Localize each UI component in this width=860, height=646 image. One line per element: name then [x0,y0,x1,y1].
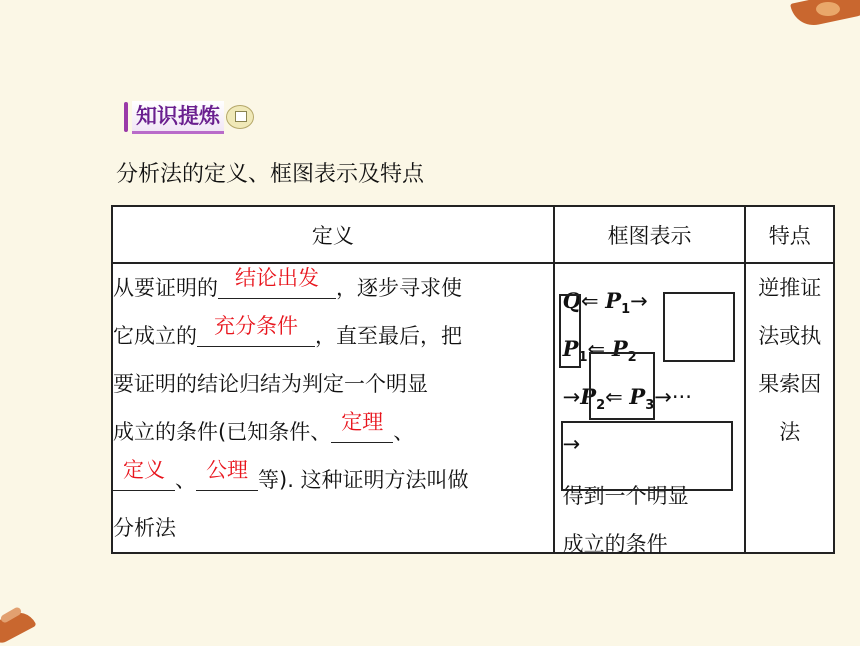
diagram-box-final [561,421,733,491]
definition-text: 等). 这种证明方法叫做 [258,468,469,492]
feature-cell [745,263,834,553]
diagram-line-4: → [562,432,581,456]
feature-text: 法 [779,420,801,444]
diagram-box-q [559,294,581,368]
header-diagram: 框图表示 [554,206,746,263]
tag-bar [124,102,128,132]
definition-text: 、 [175,468,196,492]
feature-text: 逆推证 [758,276,822,300]
section-subtitle: 分析法的定义、框图表示及特点 [116,162,425,187]
diagram-line-2: $P_1⇐$ $P_2$ [562,336,637,366]
header-definition: 定义 [112,206,554,263]
section-tag [124,100,254,134]
table-row [112,263,834,553]
blank-theorem: 定理 [331,408,393,443]
diagram-box-empty [663,292,735,362]
blank-sufficient-condition: 充分条件 [197,312,315,347]
definition-text: 要证明的结论归结为判定一个明显 [113,372,428,396]
diagram-cell [554,263,746,556]
diagram-line-1: Q⇐ $P_1\to$ [562,288,648,318]
feature-text: 果索因 [758,372,822,396]
definition-text: 从要证明的 [113,276,218,300]
blank-conclusion: 结论出发 [218,264,336,299]
diagram-final-line-2: 成立的条件 [562,532,668,556]
definition-text: ，逐步寻求使 [336,276,462,300]
diagram-final-line-1: 得到一个明显 [562,484,689,508]
table-header-row [112,206,834,263]
definition-text: 分析法 [113,516,176,540]
analysis-method-table [111,205,835,554]
book-icon [226,105,254,129]
blank-axiom: 公理 [196,456,258,491]
header-feature: 特点 [745,206,834,263]
definition-text: 、 [393,420,415,444]
diagram-line-3: $\to P_2⇐$ $P_3\to\cdot\cdot\cdot$ [562,384,692,414]
definition-text: 成立的条件(已知条件、 [113,420,332,444]
decor-shape-top-right-small [816,2,840,16]
definition-text: ，直至最后，把 [315,324,462,348]
feature-text: 法或执 [758,324,822,348]
blank-definition: 定义 [113,456,175,491]
definition-text: 它成立的 [113,324,197,348]
diagram-box-p2 [589,352,655,420]
definition-cell [112,263,554,553]
section-tag-label: 知识提炼 [132,101,224,134]
